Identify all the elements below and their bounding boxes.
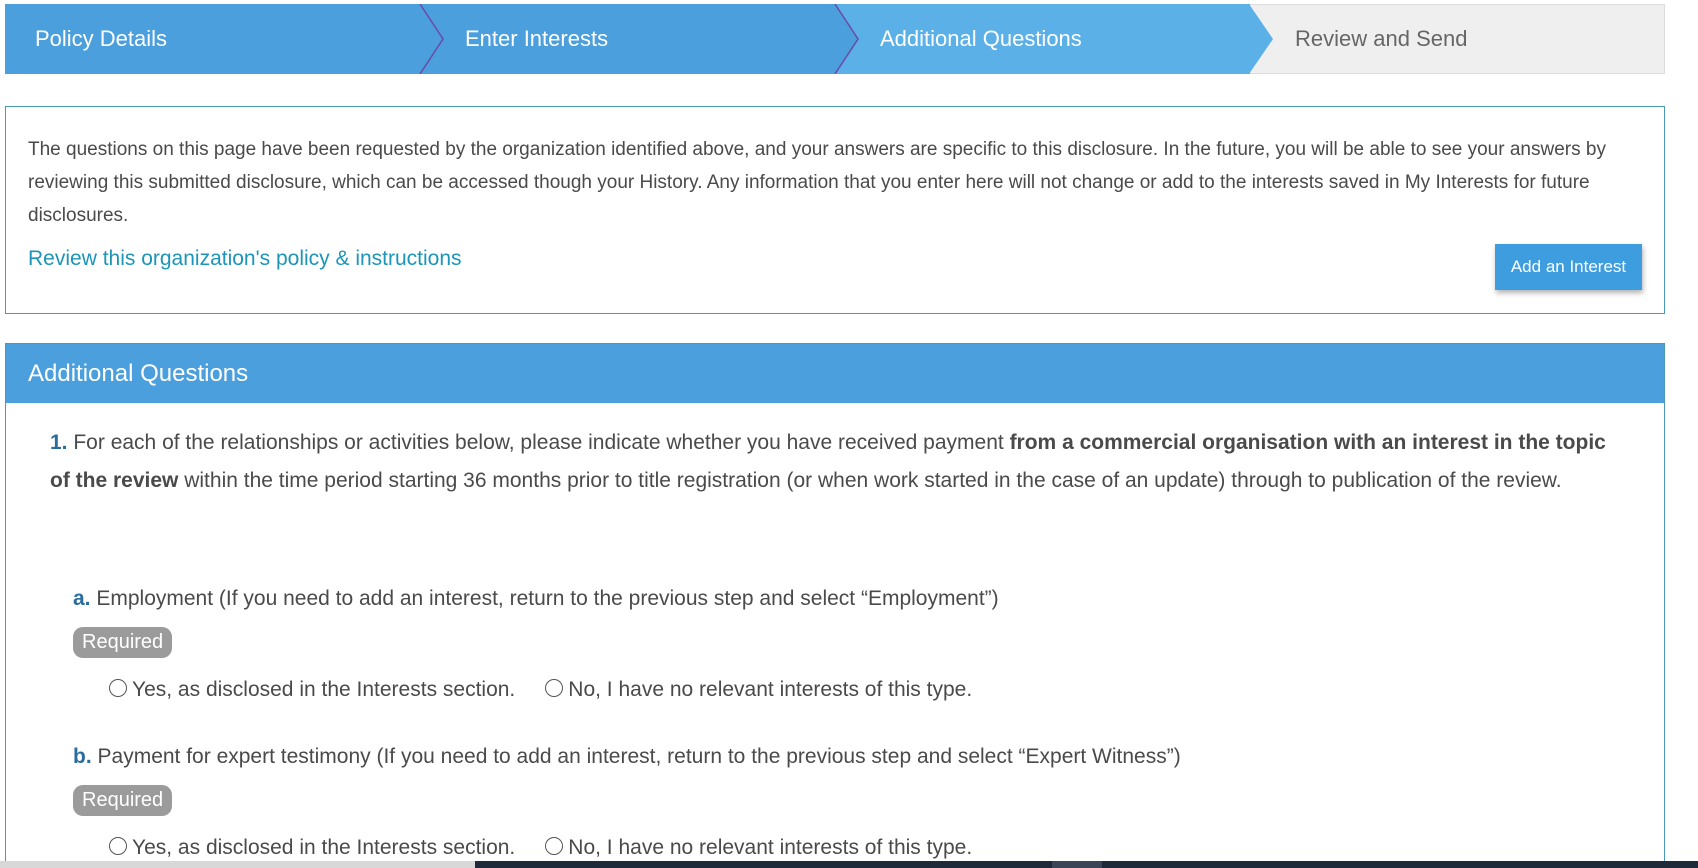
sub-question-text: Payment for expert testimony (If you need to add an interest, return to the previous step and select “Expert Witness”)	[97, 745, 1181, 768]
question-number: 1.	[50, 431, 68, 454]
horizontal-scrollbar[interactable]	[475, 861, 1698, 868]
radio-button[interactable]	[109, 837, 127, 855]
step-enter-interests[interactable]	[420, 4, 835, 74]
radio-label: Yes, as disclosed in the Interests section.	[132, 678, 516, 701]
sub-question-b	[73, 745, 1181, 769]
sub-question-letter: a.	[73, 587, 91, 610]
radio-button[interactable]	[109, 679, 127, 697]
panel-title: Additional Questions	[6, 344, 1664, 403]
step-label: Policy Details	[35, 26, 168, 51]
instructions-box	[5, 106, 1665, 314]
instructions-text: The questions on this page have been requested by the organization identified above, and your answers are specific to this disclosure. In the future, you will be able to see your answers by reviewing this submitted disclosure, which can be accessed though your History. Any information that you enter here will not change or add to the interests saved in My Interests for future disclosures.	[28, 139, 1606, 226]
additional-questions-panel	[5, 343, 1665, 868]
radio-label: Yes, as disclosed in the Interests section.	[132, 836, 516, 859]
question-text-after: within the time period starting 36 months prior to title registration (or when work started in the case of an update) through to publication of the review.	[184, 469, 1562, 492]
add-interest-button[interactable]: Add an Interest	[1495, 244, 1642, 290]
radio-option-yes[interactable]	[109, 836, 515, 860]
radio-group-a	[109, 678, 972, 702]
step-chevron-icon	[834, 4, 859, 74]
question-text-before: For each of the relationships or activities below, please indicate whether you have received payment	[73, 431, 1004, 454]
sub-question-text: Employment (If you need to add an interest, return to the previous step and select “Employment”)	[96, 587, 999, 610]
sub-question-a	[73, 587, 999, 611]
progress-stepper	[5, 4, 1665, 74]
step-label: Enter Interests	[465, 26, 609, 51]
step-chevron-icon	[1249, 4, 1274, 74]
step-policy-details[interactable]	[5, 4, 420, 74]
step-chevron-icon	[419, 4, 444, 74]
question-1	[50, 424, 1610, 500]
sub-question-letter: b.	[73, 745, 92, 768]
radio-group-b	[109, 836, 972, 860]
radio-button[interactable]	[545, 837, 563, 855]
radio-label: No, I have no relevant interests of this type.	[568, 678, 973, 701]
scrollbar-thumb[interactable]	[1052, 861, 1102, 868]
radio-button[interactable]	[545, 679, 563, 697]
radio-label: No, I have no relevant interests of this type.	[568, 836, 973, 859]
step-label: Additional Questions	[880, 26, 1082, 51]
radio-option-no[interactable]	[545, 836, 972, 860]
required-badge: Required	[73, 785, 172, 816]
bottom-edge	[0, 861, 475, 868]
step-review-and-send[interactable]	[1250, 4, 1665, 74]
question-text-bold: from a commercial organisation with an interest in the topic of the review	[50, 431, 1606, 492]
radio-option-no[interactable]	[545, 678, 972, 702]
radio-option-yes[interactable]	[109, 678, 515, 702]
policy-instructions-link[interactable]: Review this organization's policy & instructions	[28, 247, 462, 270]
required-badge: Required	[73, 627, 172, 658]
step-label: Review and Send	[1295, 26, 1468, 51]
step-additional-questions[interactable]	[835, 4, 1250, 74]
